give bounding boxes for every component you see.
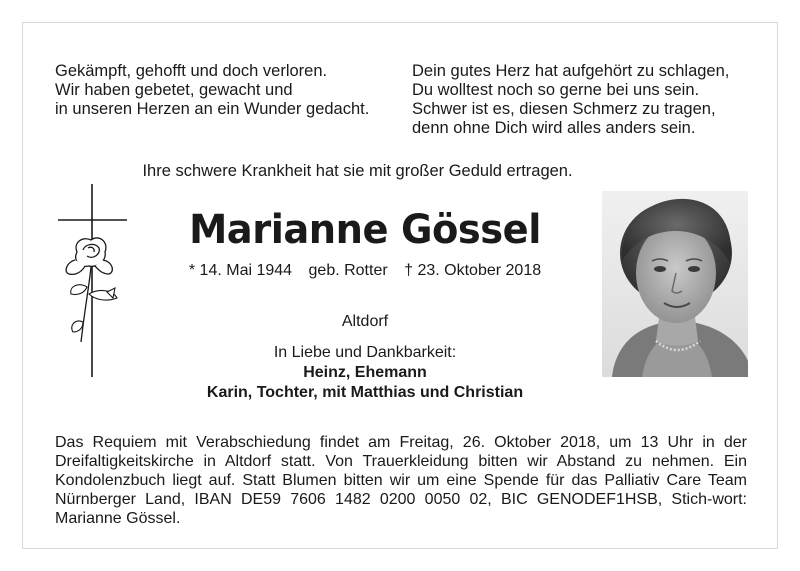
poem-right-line: denn ohne Dich wird alles anders sein.	[412, 119, 696, 137]
portrait-photo	[602, 191, 748, 377]
poem-right-line: Schwer ist es, diesen Schmerz zu tragen,	[412, 100, 716, 118]
signoff	[150, 343, 580, 403]
poem-right-line: Du wolltest noch so gerne bei uns sein.	[412, 81, 700, 99]
poem-left-line: Wir haben gebetet, gewacht und	[55, 81, 293, 99]
life-dates	[150, 262, 580, 280]
poem-right-line: Dein gutes Herz hat aufgehört zu schlagen,	[412, 62, 730, 80]
cross-rose-icon	[55, 182, 135, 382]
intro-text: Ihre schwere Krankheit hat sie mit großer Geduld ertragen.	[142, 162, 573, 180]
poem-right	[412, 62, 729, 138]
birth-date: * 14. Mai 1944	[188, 262, 293, 279]
mourner-spouse: Heinz, Ehemann	[303, 364, 427, 381]
death-date: † 23. Oktober 2018	[404, 262, 542, 279]
signoff-line: In Liebe und Dankbarkeit:	[273, 344, 457, 361]
place: Altdorf	[341, 313, 389, 330]
maiden-name: geb. Rotter	[308, 262, 388, 279]
deceased-name: Marianne Gössel	[189, 207, 541, 253]
poem-left-line: Gekämpft, gehofft und doch verloren.	[55, 62, 328, 80]
poem-left	[55, 62, 369, 119]
mourner-family: Karin, Tochter, mit Matthias und Christian	[206, 384, 524, 401]
announcement-text: Das Requiem mit Verabschiedung findet am Freitag, 26. Oktober 2018, um 13 Uhr in der Dreifaltigkeitskirche in Altdorf statt. Von Trauerkleidung bitten wir Abstand zu nehmen. Ein Kondolenzbuch liegt auf. Statt Blumen bitten wir um eine Spende für das Palliativ Care Team Nürnberger Land, IBAN DE59 7606 1482 0200 0050 02, BIC GENODEF1HSB, Stich-wort: Marianne Gössel.	[55, 434, 747, 527]
poem-left-line: in unseren Herzen an ein Wunder gedacht.	[55, 100, 370, 118]
